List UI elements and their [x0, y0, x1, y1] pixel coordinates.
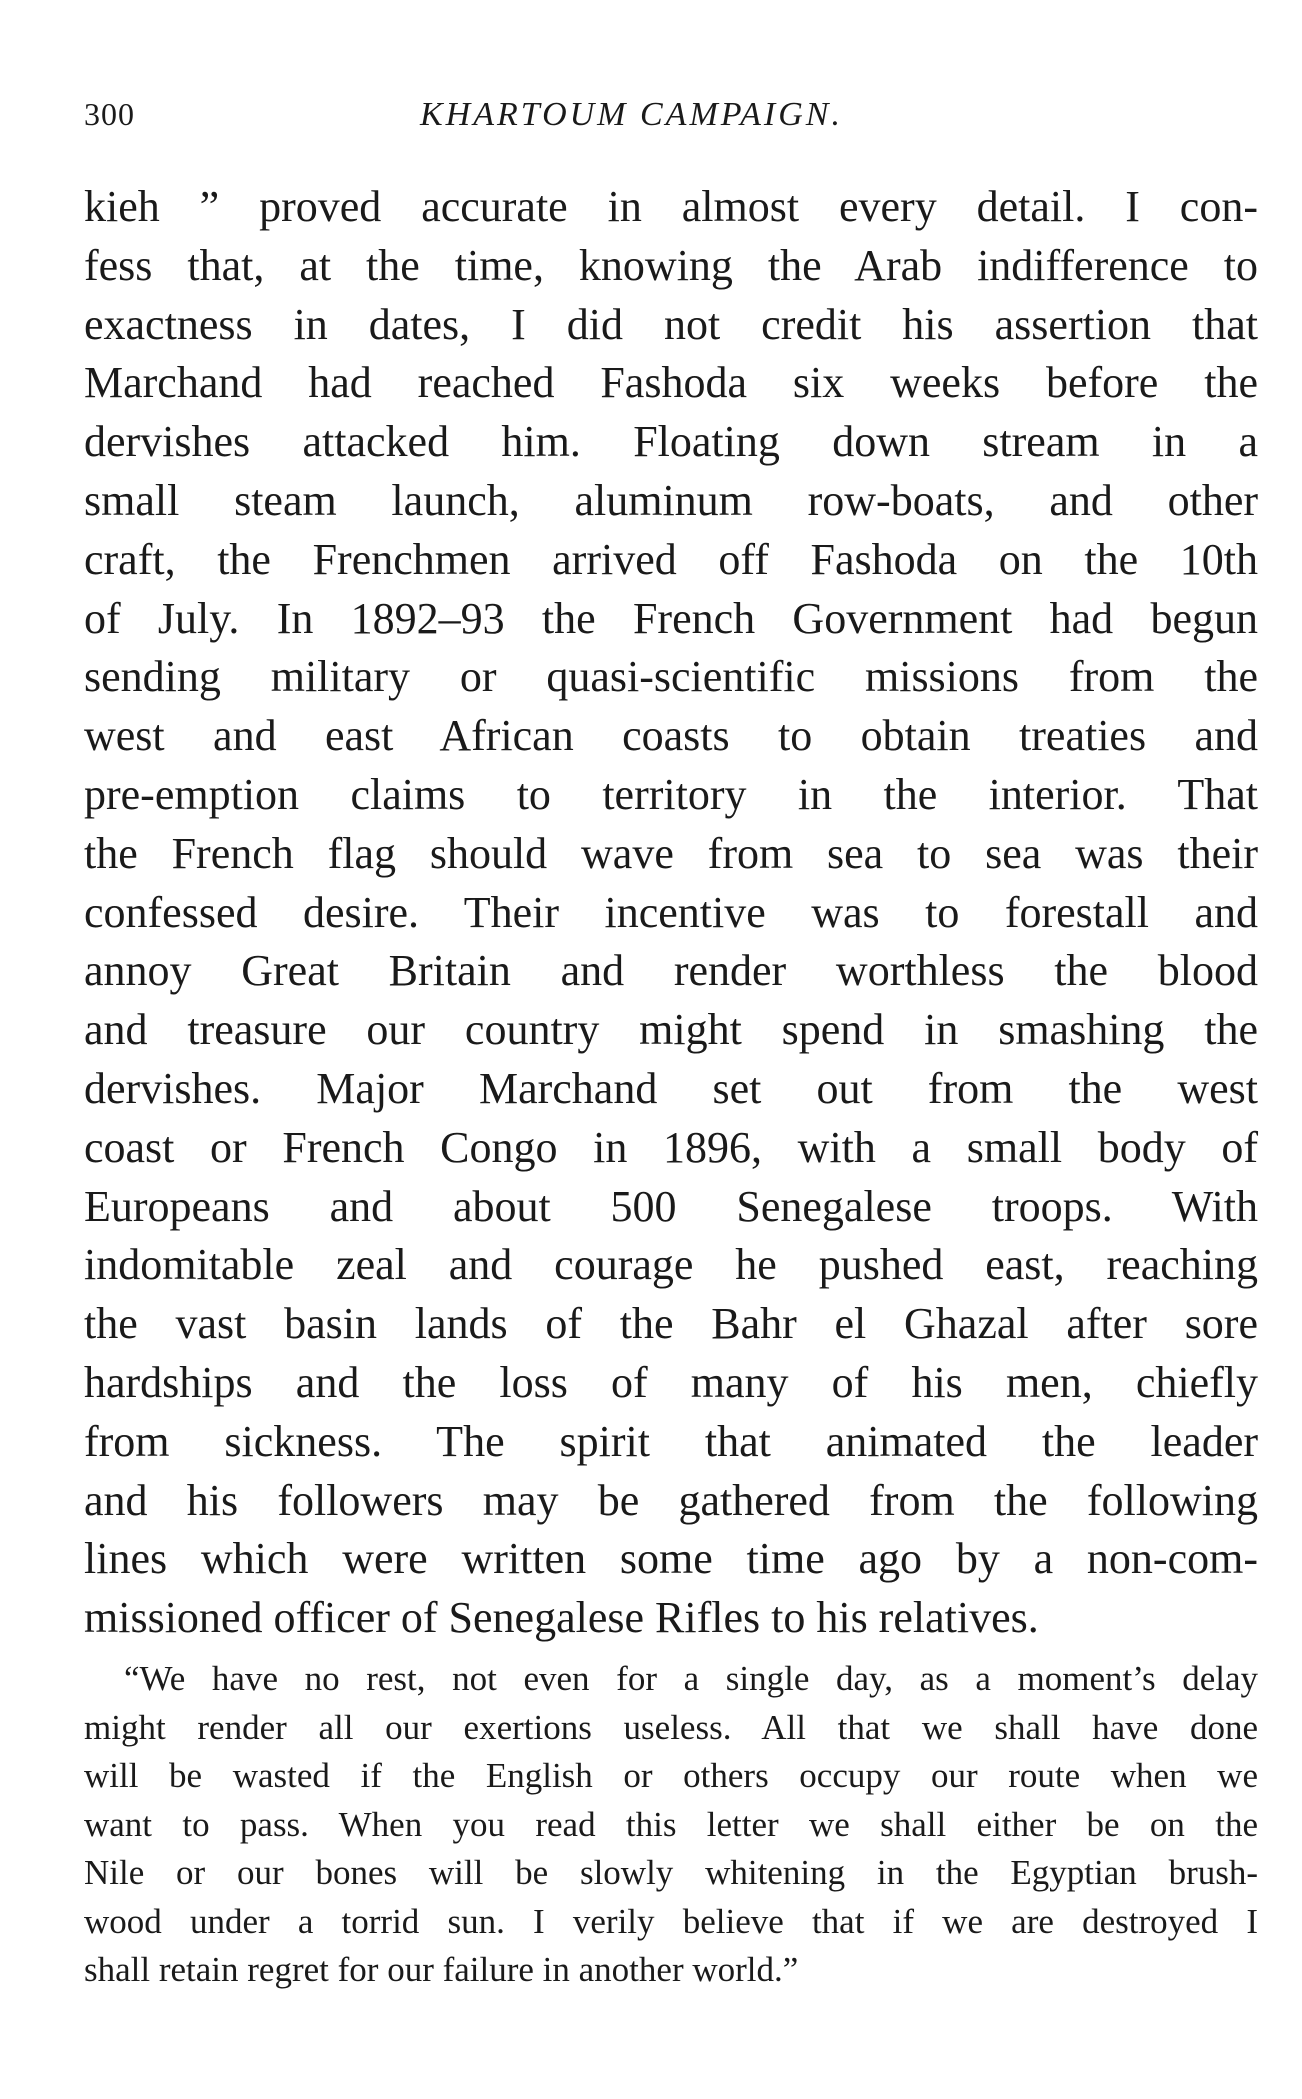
quote-line: want to pass. When you read this letter we shall either be on the	[84, 1804, 1258, 1844]
text-line: kieh ” proved accurate in almost every detail. I con-	[84, 182, 1258, 231]
quote-line: might render all our exertions useless. All that we shall have done	[84, 1707, 1258, 1747]
page-number: 300	[84, 96, 135, 132]
text-line: from sickness. The spirit that animated the leader	[84, 1416, 1258, 1466]
text-line: lines which were written some time ago by a non-com-	[84, 1534, 1258, 1584]
block-quote	[84, 1655, 1258, 1995]
text-line: the French flag should wave from sea to sea was their	[84, 828, 1258, 878]
text-line: the vast basin lands of the Bahr el Ghazal after sore	[84, 1299, 1258, 1349]
text-line: Europeans and about 500 Senegalese troops. With	[84, 1181, 1258, 1231]
text-line: craft, the Frenchmen arrived off Fashoda on the 10th	[84, 534, 1258, 584]
text-line: coast or French Congo in 1896, with a small body of	[84, 1122, 1258, 1172]
text-line: annoy Great Britain and render worthless the blood	[84, 946, 1258, 996]
text-line: fess that, at the time, knowing the Arab indifference to	[84, 240, 1258, 290]
text-line: sending military or quasi-scientific missions from the	[84, 652, 1258, 702]
quote-line: shall retain regret for our failure in another world.”	[84, 1950, 799, 1989]
text-line: dervishes attacked him. Floating down stream in a	[84, 417, 1258, 467]
text-line: and treasure our country might spend in smashing the	[84, 1005, 1258, 1055]
text-line: small steam launch, aluminum row-boats, and other	[84, 475, 1258, 525]
text-line: missioned officer of Senegalese Rifles to his relatives.	[84, 1593, 1039, 1643]
text-line: pre-emption claims to territory in the interior. That	[84, 769, 1258, 819]
text-line: of July. In 1892–93 the French Government had begun	[84, 593, 1258, 643]
quote-line: will be wasted if the English or others occupy our route when we	[84, 1756, 1258, 1795]
text-line: dervishes. Major Marchand set out from the west	[84, 1063, 1258, 1113]
text-line: confessed desire. Their incentive was to forestall and	[84, 887, 1258, 937]
quote-line: wood under a torrid sun. I verily believe that if we are destroyed I	[84, 1901, 1258, 1941]
body-paragraph	[84, 178, 1258, 1648]
text-line: exactness in dates, I did not credit his assertion that	[84, 299, 1258, 349]
text-line: and his followers may be gathered from the following	[84, 1475, 1258, 1525]
running-title: KHARTOUM CAMPAIGN.	[420, 96, 843, 133]
quote-line: “We have no rest, not even for a single day, as a moment’s delay	[124, 1659, 1258, 1698]
text-line: indomitable zeal and courage he pushed east, reaching	[84, 1240, 1258, 1290]
text-line: hardships and the loss of many of his men, chiefly	[84, 1357, 1258, 1407]
text-line: west and east African coasts to obtain treaties and	[84, 711, 1258, 761]
page-header	[84, 96, 1258, 146]
text-line: Marchand had reached Fashoda six weeks before the	[84, 358, 1258, 408]
quote-line: Nile or our bones will be slowly whitening in the Egyptian brush-	[84, 1853, 1258, 1892]
